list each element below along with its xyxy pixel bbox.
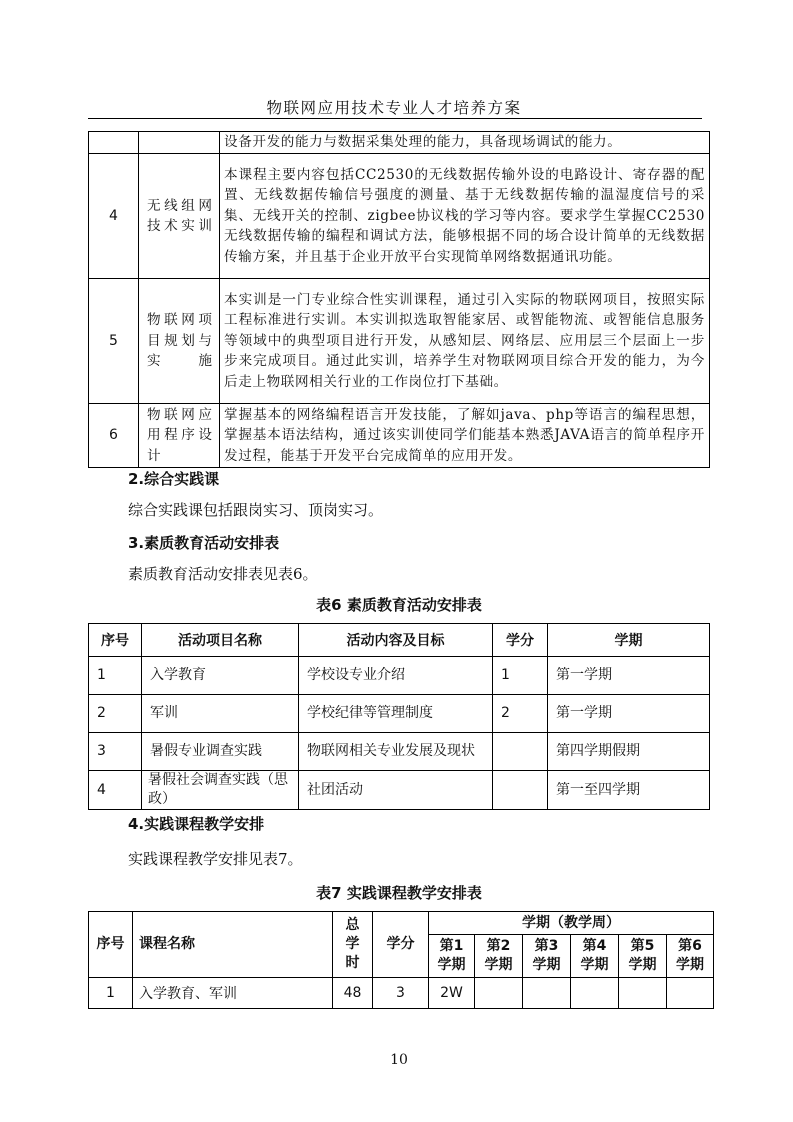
column-header: 活动项目名称 — [142, 624, 299, 657]
course-name: 入学教育、军训 — [133, 978, 333, 1009]
activity-term: 第一至四学期 — [548, 771, 710, 810]
table-row — [89, 132, 710, 154]
column-header: 活动内容及目标 — [299, 624, 493, 657]
course-description: 掌握基本的网络编程语言开发技能，了解如java、php等语言的编程思想，掌握基本语法结构，通过该实训使同学们能基本熟悉JAVA语言的简单程序开发过程，能基于开发平台完成简单的应用开发。 — [220, 404, 710, 468]
course-name: 物联网项目规划与实施 — [139, 279, 220, 404]
activity-name: 暑假专业调查实践 — [142, 733, 299, 771]
activity-content: 社团活动 — [299, 771, 493, 810]
page-number: 10 — [390, 1052, 408, 1068]
activity-content: 学校纪律等管理制度 — [299, 695, 493, 733]
activity-credit — [493, 771, 548, 810]
section-paragraph: 综合实践课包括跟岗实习、顶岗实习。 — [128, 501, 384, 519]
term-header: 第2学期 — [475, 935, 523, 978]
column-header: 序号 — [89, 624, 142, 657]
section-heading: 2.综合实践课 — [128, 470, 220, 488]
activity-table — [88, 623, 710, 810]
column-header: 总学时 — [333, 912, 373, 978]
column-group-header: 学期（教学周） — [429, 912, 714, 935]
table-caption: 表6 素质教育活动安排表 — [316, 596, 482, 614]
activity-content: 学校设专业介绍 — [299, 657, 493, 695]
page-header-title: 物联网应用技术专业人才培养方案 — [266, 99, 522, 117]
course-credit: 3 — [373, 978, 429, 1009]
term-cell — [475, 978, 523, 1009]
column-header: 课程名称 — [133, 912, 333, 978]
term-header: 第5学期 — [619, 935, 667, 978]
course-name: 无线组网技术实训 — [139, 154, 220, 279]
activity-term: 第一学期 — [548, 657, 710, 695]
term-header: 第6学期 — [667, 935, 714, 978]
activity-name: 暑假社会调查实践（思政） — [142, 771, 299, 810]
table-header-row — [89, 624, 710, 657]
table-row — [89, 978, 714, 1009]
course-description: 本实训是一门专业综合性实训课程，通过引入实际的物联网项目，按照实际工程标准进行实训。本实训拟选取智能家居、或智能物流、或智能信息服务等领域中的典型项目进行开发，从感知层、网络层、应用层三个层面上一步步来完成项目。通过此实训，培养学生对物联网项目综合开发的能力，为今后走上物联网相关行业的工作岗位打下基础。 — [220, 279, 710, 404]
term-header: 第4学期 — [571, 935, 619, 978]
activity-term: 第四学期假期 — [548, 733, 710, 771]
column-header: 学期 — [548, 624, 710, 657]
activity-credit — [493, 733, 548, 771]
term-cell — [523, 978, 571, 1009]
table-row — [89, 695, 710, 733]
activity-credit: 2 — [493, 695, 548, 733]
section-paragraph: 实践课程教学安排见表7。 — [128, 850, 303, 868]
term-cell — [571, 978, 619, 1009]
activity-term: 第一学期 — [548, 695, 710, 733]
table-row — [89, 733, 710, 771]
section-heading: 3.素质教育活动安排表 — [128, 534, 280, 552]
row-number: 1 — [89, 657, 142, 695]
table-row — [89, 404, 710, 468]
course-name — [139, 132, 220, 154]
header-rule — [88, 118, 702, 119]
term-header: 第3学期 — [523, 935, 571, 978]
practice-course-table — [88, 131, 710, 468]
table-row — [89, 279, 710, 404]
practice-schedule-table — [88, 911, 714, 1009]
course-name: 物联网应用程序设计 — [139, 404, 220, 468]
total-hours: 48 — [333, 978, 373, 1009]
column-header: 学分 — [493, 624, 548, 657]
column-header: 学分 — [373, 912, 429, 978]
term-cell: 2W — [429, 978, 475, 1009]
table-row — [89, 657, 710, 695]
table-row — [89, 771, 710, 810]
course-description: 本课程主要内容包括CC2530的无线数据传输外设的电路设计、寄存器的配置、无线数据传输信号强度的测量、基于无线数据传输的温湿度信号的采集、无线开关的控制、zigbee协议栈的学习等内容。要求学生掌握CC2530无线数据传输的编程和调试方法，能够根据不同的场合设计简单的无线数据传输方案，并且基于企业开放平台实现简单网络数据通讯功能。 — [220, 154, 710, 279]
activity-name: 入学教育 — [142, 657, 299, 695]
row-number: 5 — [89, 279, 139, 404]
course-description: 设备开发的能力与数据采集处理的能力，具备现场调试的能力。 — [220, 132, 710, 154]
section-paragraph: 素质教育活动安排表见表6。 — [128, 565, 318, 583]
row-number: 3 — [89, 733, 142, 771]
row-number: 2 — [89, 695, 142, 733]
table-caption: 表7 实践课程教学安排表 — [316, 884, 482, 902]
row-number: 6 — [89, 404, 139, 468]
row-number: 1 — [89, 978, 133, 1009]
term-header: 第1学期 — [429, 935, 475, 978]
row-number: 4 — [89, 154, 139, 279]
section-heading: 4.实践课程教学安排 — [128, 815, 265, 833]
row-number — [89, 132, 139, 154]
term-cell — [619, 978, 667, 1009]
activity-name: 军训 — [142, 695, 299, 733]
activity-credit: 1 — [493, 657, 548, 695]
row-number: 4 — [89, 771, 142, 810]
column-header: 序号 — [89, 912, 133, 978]
table-header-row — [89, 912, 714, 935]
term-cell — [667, 978, 714, 1009]
table-row — [89, 154, 710, 279]
activity-content: 物联网相关专业发展及现状 — [299, 733, 493, 771]
